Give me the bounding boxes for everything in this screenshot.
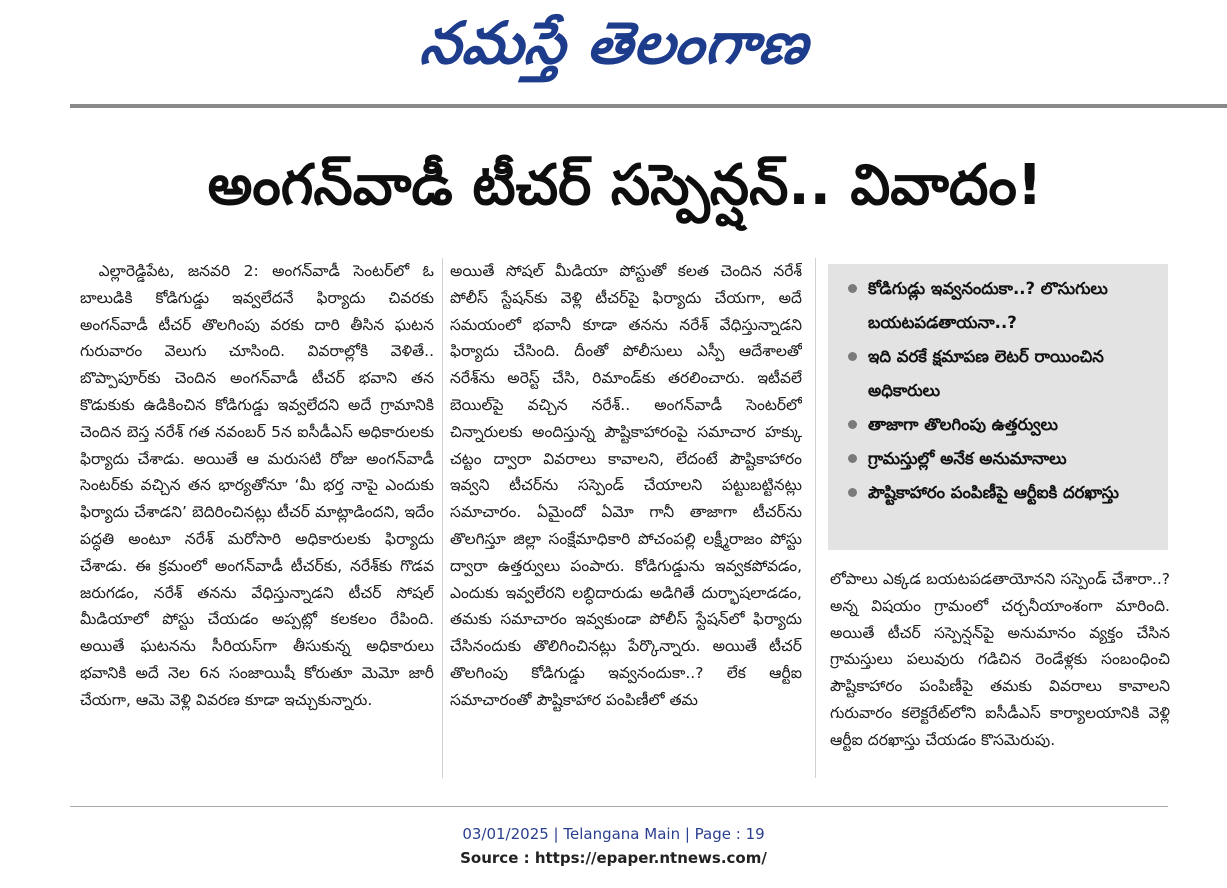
column-2-paragraph: అయితే సోషల్‌ మీడియా పోస్టుతో కలత చెందిన నరేశ్‌ పోలీస్‌ స్టేషన్‌కు వెళ్లి టీచర్‌పై ఫిర్యాదు చేయగా, అదే సమయంలో భవానీ కూడా తనను నరేశ్‌ వేధిస్తున్నాడని ఫిర్యాదు చేసింది. దీంతో పోలీసులు ఎస్పీ ఆదేశాలతో నరేశ్‌ను అరెస్ట్‌ చేసి, రిమాండ్‌కు తరలించారు. ఇటీవలే బెయిల్‌పై వచ్చిన నరేశ్‌.. అంగన్‌వాడీ సెంటర్‌లో చిన్నారులకు అందిస్తున్న పౌష్టికాహారంపై సమాచార హక్కు చట్టం ద్వారా వివరాలు కావాలని, లేదంటే పౌష్టికాహారం ఇవ్వని టీచర్‌ను సస్పెండ్‌ చేయాలని పట్టుబట్టినట్లు సమాచారం. ఏమైందో ఏమో గానీ తాజాగా టీచర్‌ను తొలగిస్తూ జిల్లా సంక్షేమాధికారి పోచంపల్లి లక్ష్మీరాజం పోస్టు ద్వారా ఉత్తర్వులు పంపారు. కోడిగుడ్డును ఇవ్వకపోవడం, ఎందుకు ఇవ్వలేరని లబ్ధిదారుడు అడిగితే దుర్భాషలాడడం, తమకు సమాచారం ఇవ్వకుండా పోలీస్‌ స్టేషన్‌లో ఫిర్యాదు చేసినందుకు తొలిగించినట్లు పేర్కొన్నారు. అయితే టీచర్‌ తొలగింపు కోడిగుడ్డు ఇవ్వనందుకా..? లేక ఆర్టీఐ సమాచారంతో పౌష్టికాహార పంపిణీలో తమ — [450, 262, 802, 709]
bullet-icon — [848, 488, 857, 497]
bullet-icon — [848, 454, 857, 463]
highlight-item — [842, 408, 1154, 442]
highlight-text: తాజాగా తొలగింపు ఉత్తర్వులు — [868, 415, 1058, 434]
bullet-icon — [848, 420, 857, 429]
column-1-paragraph: ఎల్లారెడ్డిపేట, జనవరి 2: అంగన్‌వాడీ సెంటర్‌లో ఓ బాలుడికి కోడిగుడ్డు ఇవ్వలేదనే ఫిర్యాదు చివరకు అంగన్‌వాడీ టీచర్‌ తొలగింపు వరకు దారి తీసిన ఘటన గురువారం వెలుగు చూసింది. వివరాల్లోకి వెళితే.. బొప్పాపూర్‌కు చెందిన అంగన్‌వాడీ టీచర్‌ భవాని తన కొడుకుకు ఉడికించిన కోడిగుడ్డు ఇవ్వలేదని అదే గ్రామానికి చెందిన బెస్త నరేశ్‌ గత నవంబర్‌ 5న ఐసీడీఎస్‌ అధికారులకు ఫిర్యాదు చేశాడు. అయితే ఆ మరుసటి రోజు అంగన్‌వాడీ సెంటర్‌కు వచ్చిన తన భార్యతోనూ ‘మీ భర్త నాపై ఎందుకు ఫిర్యాదు చేశాడని’ బెదిరించినట్లు టీచర్‌ మాట్లాడిందని, ఇదేం పద్ధతి అంటూ నరేశ్‌ మరోసారి అధికారులకు ఫిర్యాదు చేశాడు. ఈ క్రమంలో అంగన్‌వాడీ టీచర్‌కు, నరేశ్‌కు గొడవ జరుగడం, నరేశ్‌ తనను వేధిస్తున్నాడని టీచర్‌ సోషల్‌ మీడియాలో పోస్టు చేయడం అప్పట్లో కలకలం రేపింది. అయితే ఘటనను సీరియస్‌గా తీసుకున్న అధికారులు భవానికి అదే నెల 6న సంజాయిషీ కోరుతూ మెమో జారీ చేయగా, ఆమె వెళ్లి వివరణ కూడా ఇచ్చుకున్నారు. — [80, 262, 434, 709]
highlight-text: పౌష్టికాహారం పంపిణీపై ఆర్టీఐకి దరఖాస్తు — [868, 483, 1120, 502]
highlight-item — [842, 442, 1154, 476]
bullet-icon — [848, 352, 857, 361]
highlight-item — [842, 476, 1154, 510]
masthead-divider — [70, 104, 1227, 108]
edition-info: 03/01/2025 | Telangana Main | Page : 19 — [462, 825, 765, 843]
article-column-3 — [830, 566, 1170, 786]
masthead — [0, 4, 1227, 96]
column-divider — [815, 258, 816, 778]
highlights-box — [828, 264, 1168, 550]
highlight-text: గ్రామస్తుల్లో అనేక అనుమానాలు — [868, 449, 1067, 468]
article-column-1 — [80, 258, 434, 778]
highlight-item — [842, 272, 1154, 340]
bullet-icon — [848, 284, 857, 293]
newspaper-logo: నమస్తే తెలంగాణ — [416, 8, 812, 77]
highlight-text: కోడిగుడ్లు ఇవ్వనందుకా..? లొసుగులు బయటపడతాయనా..? — [868, 279, 1108, 332]
source-link[interactable]: Source : https://epaper.ntnews.com/ — [460, 849, 767, 867]
article-headline: అంగన్‌వాడీ టీచర్‌ సస్పెన్షన్‌.. వివాదం! — [207, 152, 1043, 218]
footer-divider — [70, 806, 1168, 807]
article-column-2 — [450, 258, 802, 778]
highlight-text: ఇది వరకే క్షమాపణ లెటర్‌ రాయించిన అధికారులు — [868, 347, 1104, 400]
highlight-item — [842, 340, 1154, 408]
column-divider — [442, 258, 443, 778]
highlights-list — [828, 264, 1168, 510]
column-3-paragraph: లోపాలు ఎక్కడ బయటపడతాయోనని సస్పెండ్‌ చేశారా..? అన్న విషయం గ్రామంలో చర్చనీయాంశంగా మారింది. అయితే టీచర్‌ సస్పెన్షన్‌పై అనుమానం వ్యక్తం చేసిన గ్రామస్తులు పలువురు గడిచిన రెండేళ్లకు సంబంధించి పౌష్టికాహారం పంపిణీపై తమకు వివరాలు కావాలని గురువారం కలెక్టరేట్‌లోని ఐసీడీఎస్‌ కార్యాలయానికి వెళ్లి ఆర్టీఐ దరఖాస్తు చేయడం కొసమెరుపు. — [830, 570, 1170, 749]
page-footer — [0, 822, 1227, 870]
